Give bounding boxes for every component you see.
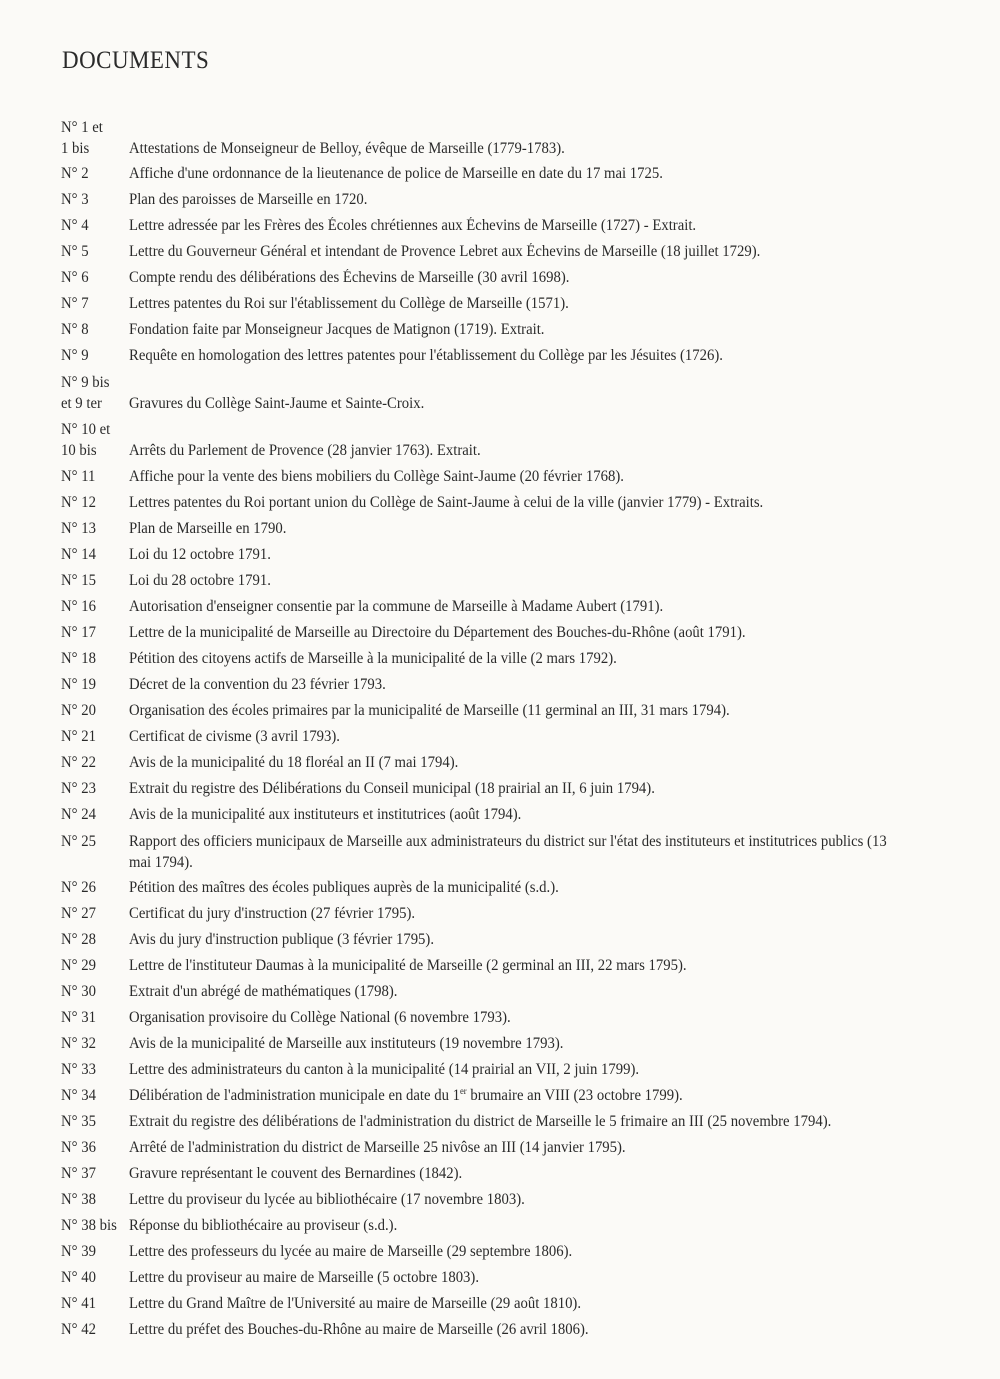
document-description: Pétition des maîtres des écoles publiques auprès de la municipalité (s.d.). <box>129 879 559 896</box>
document-description: Réponse du bibliothécaire au proviseur (s.d.). <box>129 1217 398 1234</box>
document-number: N° 17 <box>61 624 96 641</box>
document-description: Lettre du proviseur du lycée au bibliothécaire (17 novembre 1803). <box>129 1191 525 1208</box>
document-description: Organisation provisoire du Collège National (6 novembre 1793). <box>129 1009 511 1026</box>
document-description: Avis de la municipalité de Marseille aux instituteurs (19 novembre 1793). <box>129 1035 564 1052</box>
document-number: N° 7 <box>61 295 89 312</box>
document-description: Requête en homologation des lettres patentes pour l'établissement du Collège par les Jésuites (1726). <box>129 347 723 364</box>
document-description: Lettre du proviseur au maire de Marseille (5 octobre 1803). <box>129 1269 480 1286</box>
document-description: Plan des paroisses de Marseille en 1720. <box>129 191 368 208</box>
document-description: Extrait du registre des Délibérations du Conseil municipal (18 prairial an II, 6 juin 1794). <box>129 780 655 797</box>
document-description: Lettres patentes du Roi portant union du Collège de Saint-Jaume à celui de la ville (janvier 1779) - Extraits. <box>129 494 764 511</box>
document-number: N° 34 <box>61 1087 96 1104</box>
document-number: N° 10 et 10 bis <box>61 421 111 459</box>
document-number: N° 11 <box>61 468 96 485</box>
document-description: Lettres patentes du Roi sur l'établissement du Collège de Marseille (1571). <box>129 295 569 312</box>
document-description: Arrêts du Parlement de Provence (28 janvier 1763). Extrait. <box>129 442 481 459</box>
document-number: N° 8 <box>61 321 89 338</box>
document-description: Attestations de Monseigneur de Belloy, évêque de Marseille (1779-1783). <box>129 140 565 157</box>
document-number: N° 24 <box>61 806 96 823</box>
document-description: Lettre des administrateurs du canton à la municipalité (14 prairial an VII, 2 juin 1799). <box>129 1061 640 1078</box>
document-number: N° 35 <box>61 1113 96 1130</box>
document-description: Rapport des officiers municipaux de Marseille aux administrateurs du district sur l'état des instituteurs et institutrices publics (13 mai 1794). <box>129 833 887 871</box>
document-number: N° 5 <box>61 243 89 260</box>
document-number: N° 27 <box>61 905 96 922</box>
document-description: Plan de Marseille en 1790. <box>129 520 287 537</box>
document-description: Lettre de la municipalité de Marseille au Directoire du Département des Bouches-du-Rhône (août 1791). <box>129 624 746 641</box>
document-number: N° 23 <box>61 780 96 797</box>
document-number: N° 3 <box>61 191 89 208</box>
document-description: Compte rendu des délibérations des Échevins de Marseille (30 avril 1698). <box>129 269 570 286</box>
document-number: N° 14 <box>61 546 96 563</box>
document-number: N° 9 <box>61 347 89 364</box>
document-number: N° 32 <box>61 1035 96 1052</box>
document-description: Loi du 28 octobre 1791. <box>129 572 271 589</box>
document-description: Certificat de civisme (3 avril 1793). <box>129 728 340 745</box>
document-number: N° 21 <box>61 728 96 745</box>
document-description: Avis du jury d'instruction publique (3 février 1795). <box>129 931 435 948</box>
document-number: N° 22 <box>61 754 96 771</box>
document-number: N° 31 <box>61 1009 96 1026</box>
document-description: Affiche d'une ordonnance de la lieutenance de police de Marseille en date du 17 mai 1725. <box>129 165 663 182</box>
description-text: Délibération de l'administration municipale en date du 1 <box>129 1087 461 1104</box>
document-number: N° 39 <box>61 1243 96 1260</box>
document-number: N° 40 <box>61 1269 96 1286</box>
document-description: Gravures du Collège Saint-Jaume et Sainte-Croix. <box>129 395 425 412</box>
document-number: N° 6 <box>61 269 89 286</box>
document-number: N° 1 et 1 bis <box>61 119 103 157</box>
document-description: Organisation des écoles primaires par la municipalité de Marseille (11 germinal an III, 31 mars 1794). <box>129 702 730 719</box>
document-description: Certificat du jury d'instruction (27 février 1795). <box>129 905 416 922</box>
document-number: N° 38 bis <box>61 1217 117 1234</box>
ordinal-suffix: er <box>460 1085 467 1096</box>
document-description: Lettre adressée par les Frères des Écoles chrétiennes aux Échevins de Marseille (1727) - Extrait. <box>129 217 697 234</box>
document-number: N° 9 bis et 9 ter <box>61 374 110 412</box>
document-description: Lettre du Grand Maître de l'Université au maire de Marseille (29 août 1810). <box>129 1295 582 1312</box>
document-number: N° 2 <box>61 165 89 182</box>
document-number: N° 37 <box>61 1165 96 1182</box>
document-number: N° 36 <box>61 1139 96 1156</box>
document-number: N° 18 <box>61 650 96 667</box>
document-description: Pétition des citoyens actifs de Marseille à la municipalité de la ville (2 mars 1792). <box>129 650 617 667</box>
document-description <box>129 1086 889 1107</box>
document-number: N° 33 <box>61 1061 96 1078</box>
document-description: Avis de la municipalité aux instituteurs et institutrices (août 1794). <box>129 806 522 823</box>
document-number: N° 19 <box>61 676 96 693</box>
document-description: Gravure représentant le couvent des Bernardines (1842). <box>129 1165 463 1182</box>
document-number: N° 26 <box>61 879 96 896</box>
document-number: N° 4 <box>61 217 89 234</box>
document-description: Extrait d'un abrégé de mathématiques (1798). <box>129 983 398 1000</box>
document-description: Lettre des professeurs du lycée au maire de Marseille (29 septembre 1806). <box>129 1243 573 1260</box>
document-number: N° 42 <box>61 1321 96 1338</box>
document-number: N° 41 <box>61 1295 96 1312</box>
document-number: N° 28 <box>61 931 96 948</box>
document-description: Lettre du préfet des Bouches-du-Rhône au maire de Marseille (26 avril 1806). <box>129 1321 589 1338</box>
document-description: Extrait du registre des délibérations de l'administration du district de Marseille le 5 frimaire an III (25 novembre 1794). <box>129 1113 832 1130</box>
document-number: N° 16 <box>61 598 96 615</box>
document-description: Affiche pour la vente des biens mobiliers du Collège Saint-Jaume (20 février 1768). <box>129 468 624 485</box>
document-description: Décret de la convention du 23 février 1793. <box>129 676 386 693</box>
document-number: N° 25 <box>61 833 96 850</box>
page-title: DOCUMENTS <box>62 47 210 74</box>
document-description: Loi du 12 octobre 1791. <box>129 546 271 563</box>
document-number: N° 20 <box>61 702 96 719</box>
document-number: N° 30 <box>61 983 96 1000</box>
document-number: N° 38 <box>61 1191 96 1208</box>
document-number: N° 29 <box>61 957 96 974</box>
document-number: N° 15 <box>61 572 96 589</box>
document-description: Lettre de l'instituteur Daumas à la municipalité de Marseille (2 germinal an III, 22 mars 1795). <box>129 957 687 974</box>
document-description: Avis de la municipalité du 18 floréal an II (7 mai 1794). <box>129 754 459 771</box>
document-description: Arrêté de l'administration du district de Marseille 25 nivôse an III (14 janvier 1795). <box>129 1139 626 1156</box>
document-description: Autorisation d'enseigner consentie par la commune de Marseille à Madame Aubert (1791). <box>129 598 664 615</box>
document-description: Fondation faite par Monseigneur Jacques de Matignon (1719). Extrait. <box>129 321 545 338</box>
description-text: brumaire an VIII (23 octobre 1799). <box>466 1087 683 1104</box>
document-description: Lettre du Gouverneur Général et intendant de Provence Lebret aux Échevins de Marseille (18 juillet 1729). <box>129 243 761 260</box>
document-number: N° 13 <box>61 520 96 537</box>
document-number: N° 12 <box>61 494 96 511</box>
